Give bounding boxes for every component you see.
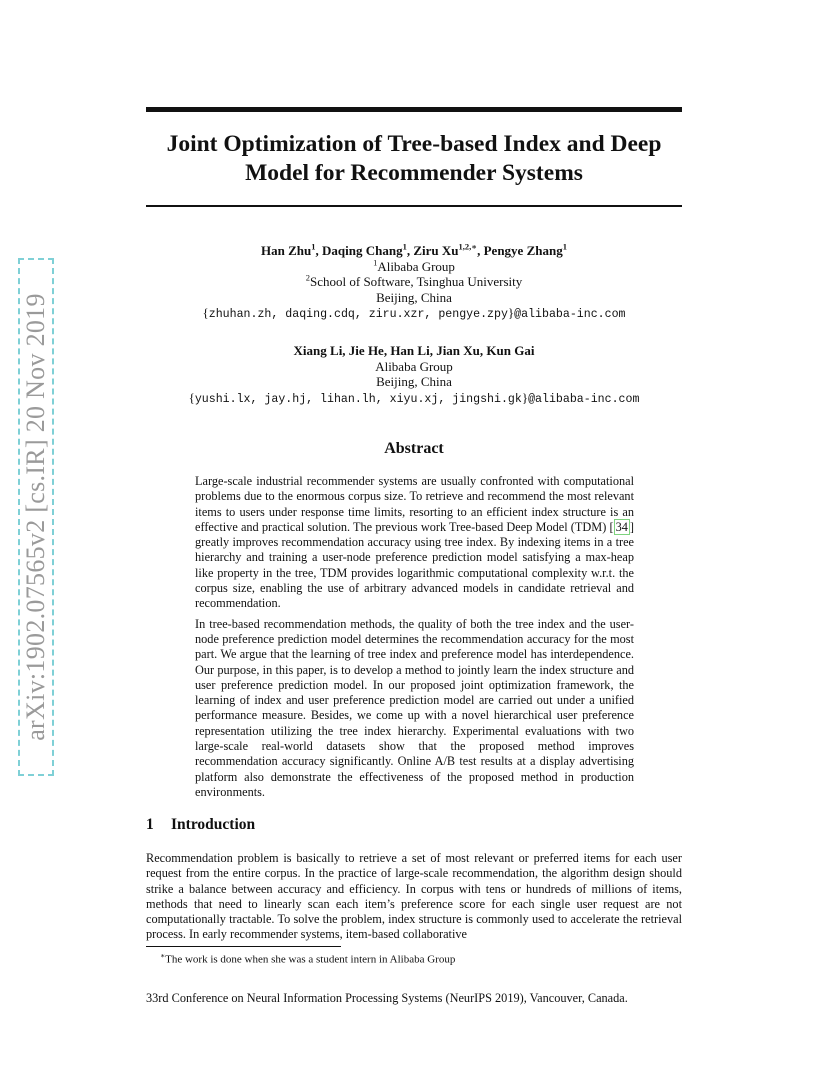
- affiliation-block-2: [146, 343, 682, 407]
- author-name: Han Zhu: [261, 243, 312, 258]
- introduction-paragraph: Recommendation problem is basically to retrieve a set of most relevant or preferred items for each user request from the entire corpus. In the practice of large-scale recommendation, the algorithm design should strike a balance between accuracy and efficiency. In corpus with tens or hundreds of millions of items, methods that need to linearly scan each item’s preference score for each single user request are not computationally tractable. To solve the problem, index structure is commonly used to accelerate the retrieval process. In early recommender systems, item-based collaborative: [146, 851, 682, 942]
- author-name: Daqing Chang: [322, 243, 403, 258]
- affiliation-location-2: Beijing, China: [376, 374, 452, 389]
- email-list-1: {zhuhan.zh, daqing.cdq, ziru.xzr, pengye.zpy}@alibaba-inc.com: [202, 305, 626, 321]
- arxiv-stamp: [18, 258, 54, 776]
- paper-title: [146, 130, 682, 188]
- affiliation-location-1: Beijing, China: [376, 289, 452, 305]
- section-heading-introduction: [146, 816, 255, 834]
- conference-notice: 33rd Conference on Neural Information Processing Systems (NeurIPS 2019), Vancouver, Canada.: [146, 991, 628, 1005]
- abstract-heading: Abstract: [384, 440, 444, 457]
- section-title: Introduction: [171, 816, 256, 833]
- affiliation-org-2: $^2$School of Software, Tsinghua University: [305, 272, 523, 289]
- author-list-1: Han Zhu$^1$, Daqing Chang$^1$, Ziru $Xu^{1,2,∗}$, Pengye Zhang$^1$: [261, 241, 567, 258]
- email-list-2: {yushi.lx, jay.hj, lihan.lh, xiyu.xj, jingshi.gk}@alibaba-inc.com: [188, 389, 640, 406]
- footnote-mark: ∗: [471, 241, 478, 252]
- arxiv-id: arXiv:1902.07565v2 [cs.IR] 20 Nov 2019: [21, 293, 50, 741]
- author-list-2: Xiang Li, Jie He, Han Li, Jian Xu, Kun Gai: [293, 343, 535, 358]
- title-line-1: Joint Optimization of Tree-based Index and Deep: [166, 131, 662, 157]
- affiliation-org-3: Alibaba Group: [375, 358, 453, 374]
- title-top-rule: [146, 107, 682, 112]
- introduction-body: [146, 851, 682, 943]
- affiliation-org-1: $^1$Alibaba Group: [373, 257, 455, 274]
- section-number: 1: [146, 816, 154, 833]
- abstract-paragraph-1: Large-scale industrial recommender systems are usually confronted with computational problems due to the enormous corpus size. To retrieve and recommend the most relevant items to users under response time limits, resorting to an efficient index structure is an effective and practical solution. The previous work Tree-based Deep Model (TDM) [ 34 ] greatly improves recommendation accuracy using tree index. By indexing items in a tree hierarchy and training a user-node preference prediction model satisfying a max-heap like property in the tree, TDM provides logarithmic computational complexity w.r.t. the corpus size, enabling the use of arbitrary advanced models in candidate retrieval and recommendation.: [195, 474, 634, 611]
- abstract-paragraph-2: In tree-based recommendation methods, the quality of both the tree index and the user-node preference prediction model determines the recommendation accuracy for the most part. We argue that the learning of tree index and preference model has interdependence. Our purpose, in this paper, is to develop a method to jointly learn the index structure and user preference prediction model. In our proposed joint optimization framework, the learning of index and user preference prediction model are carried out under a unified performance measure. Besides, we come up with a novel hierarchical user preference representation utilizing the tree index hierarchy. Experimental evaluations with two large-scale real-world datasets show that the proposed method improves recommendation accuracy significantly. Online A/B test results at a display advertising platform also demonstrate the effectiveness of the proposed method in production environments.: [195, 616, 634, 799]
- footnote: ∗The work is done when she was a student intern in Alibaba Group: [160, 951, 456, 966]
- author-name: Ziru Xu: [413, 243, 459, 258]
- title-bottom-rule: [146, 205, 682, 207]
- footnote-mark: ∗: [160, 951, 166, 960]
- abstract-body: [195, 474, 634, 805]
- title-line-2: Model for Recommender Systems: [245, 160, 583, 186]
- affiliation-block-1: [146, 243, 682, 323]
- footnote-rule: [146, 946, 341, 947]
- citation-link[interactable]: 34: [615, 519, 628, 534]
- author-name: Pengye Zhang: [483, 243, 563, 258]
